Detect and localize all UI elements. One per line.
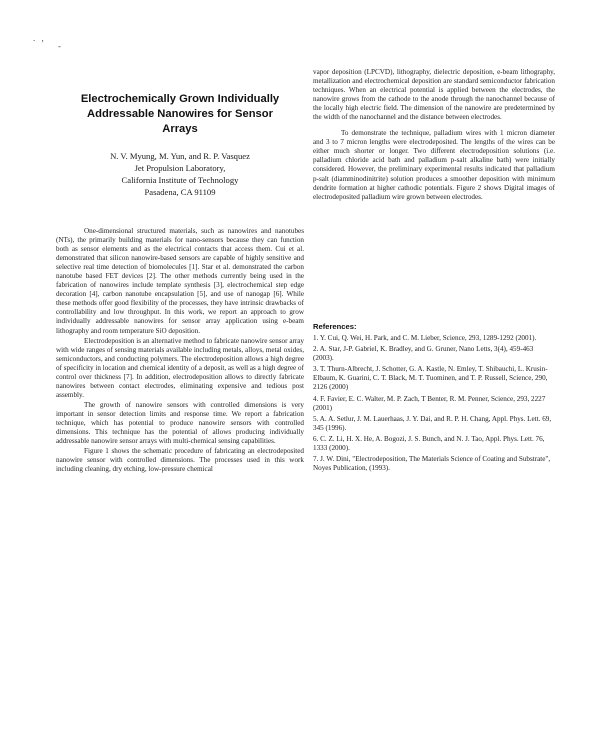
- fabrication-paragraph: vapor deposition (LPCVD), lithography, dielectric deposition, e-beam lithography, metallization and electrochemical deposition are standard semiconductor fabrication techniques. When an electrical potential is applied between the electrodes, the nanowire grows from the cathode to the anode through the nanochannel because of the locally high electric field. The dimension of the nanowire are predetermined by the width of the nanochannel and the distance between electrodes.: [313, 68, 555, 122]
- reference-item: 3. T. Thurn-Albrecht, J. Schotter, G. A. Kastle, N. Emley, T. Shibauchi, L. Krusin-Elbaum, K. Guarini, C. T. Black, M. T. Tuominen, and T. P. Russell, Science, 290, 2126 (2000): [313, 365, 548, 392]
- growth-paragraph: The growth of nanowire sensors with controlled dimensions is very important in sensor detection limits and response time. We report a fabrication technique, which has potential to produce nanowire sensors with controlled dimensions. This technique has the potential of allows producing individually addressable nanowire sensor arrays with multi-chemical sensing capabilities.: [56, 400, 304, 446]
- right-column-body: [313, 68, 555, 202]
- reference-item: 1. Y. Cui, Q. Wei, H. Park, and C. M. Lieber, Science, 293, 1289-1292 (2001).: [313, 334, 537, 342]
- electrodeposition-paragraph: Electrodeposition is an alternative method to fabricate nanowire sensor array with wide ranges of sensing materials available including metals, alloys, metal oxides, semiconductors, and conducting polymers. The electrodeposition allows a high degree of specificity in location and chemical identity of a deposit, as well as a high degree of control over thickness [7]. In addition, electrodeposition allows to directly fabricate nanowires between contact electrodes, eliminating expensive and tedious post assembly.: [56, 336, 304, 399]
- title-line: Arrays: [162, 123, 198, 135]
- affiliation-location: Pasadena, CA 91109: [144, 187, 216, 197]
- affiliation-lab: Jet Propulsion Laboratory,: [134, 163, 226, 173]
- author-names: N. V. Myung, M. Yun, and R. P. Vasquez: [110, 151, 250, 161]
- author-block: [56, 150, 304, 198]
- reference-item: 2. A. Star, J-P. Gabriel, K. Bradley, and G. Gruner, Nano Letts, 3(4), 459-463 (2003).: [313, 345, 534, 363]
- affiliation-institute: California Institute of Technology: [121, 175, 239, 185]
- reference-item: 7. J. W. Dini, "Electrodeposition, The Materials Science of Coating and Substrate", Noyes Publication, (1993).: [313, 455, 551, 473]
- title-line: Electrochemically Grown Individually: [80, 93, 280, 105]
- demonstration-paragraph: To demonstrate the technique, palladium wires with 1 micron diameter and 3 to 7 micron lengths were electrodeposited. The lengths of the wires can be either much shorter or longer. Two different electrodeposition solutions (i.e. palladium chloride acid bath and palladium p-salt alkaline bath) were initially considered. However, the preliminary experimental results indicated that palladium p-salt (diamminodinitrite) solution produces a smoother deposition with minimum dendrite formation at higher cathodic potentials. Figure 2 shows Digital images of electrodeposited palladium wire grown between electrodes.: [313, 129, 555, 201]
- intro-paragraph: One-dimensional structured materials, such as nanowires and nanotubes (NTs), the primarily building materials for nano-sensors because they can function both as sensor elements and as the electrical contacts that access them. Cui et al. demonstrated that silicon nanowire-based sensors are capable of highly sensitive and selective real time detection of biomolecules [1]. Star et al. demonstrated the carbon nanotube based FET devices [2]. The other methods currently being used in the fabrication of nanowires include template synthesis [3], electrochemical step edge decoration [4], carbon nanotube encapsulation [5], and use of nanogap [6]. While these methods offer good flexibility of the processes, they have intrinsic drawbacks of controllability and low throughput. In this work, we report an approach to grow individually addressable nanowires for sensor array application using e-beam lithography and room temperature SiO deposition.: [56, 227, 304, 335]
- references-heading: References:: [313, 322, 357, 331]
- title-line: Addressable Nanowires for Sensor: [87, 108, 273, 120]
- reference-item: 5. A. A. Setlur, J. M. Lauerhaas, J. Y. Dai, and R. P. H. Chang, Appl. Phys. Lett. 69, 345 (1996).: [313, 414, 552, 432]
- reference-item: 4. F. Favier, E. C. Walter, M. P. Zach, T Benter, R. M. Penner, Science, 293, 2227 (2001): [313, 394, 546, 412]
- margin-mark: . ,: [33, 33, 46, 43]
- references-section: [313, 322, 555, 475]
- margin-mark-dash: -: [58, 41, 61, 51]
- figure-description-paragraph: Figure 1 shows the schematic procedure of fabricating an electrodeposited nanowire sensor with controlled dimensions. The processes used in this work including cleaning, dry etching, low-pressure chemical: [56, 447, 304, 474]
- paper-title: [56, 92, 304, 137]
- reference-item: 6. C. Z. Li, H. X. He, A. Bogozi, J. S. Bunch, and N. J. Tao, Appl. Phys. Lett. 76, 1333 (2000).: [313, 434, 545, 453]
- left-column-body: [56, 227, 304, 474]
